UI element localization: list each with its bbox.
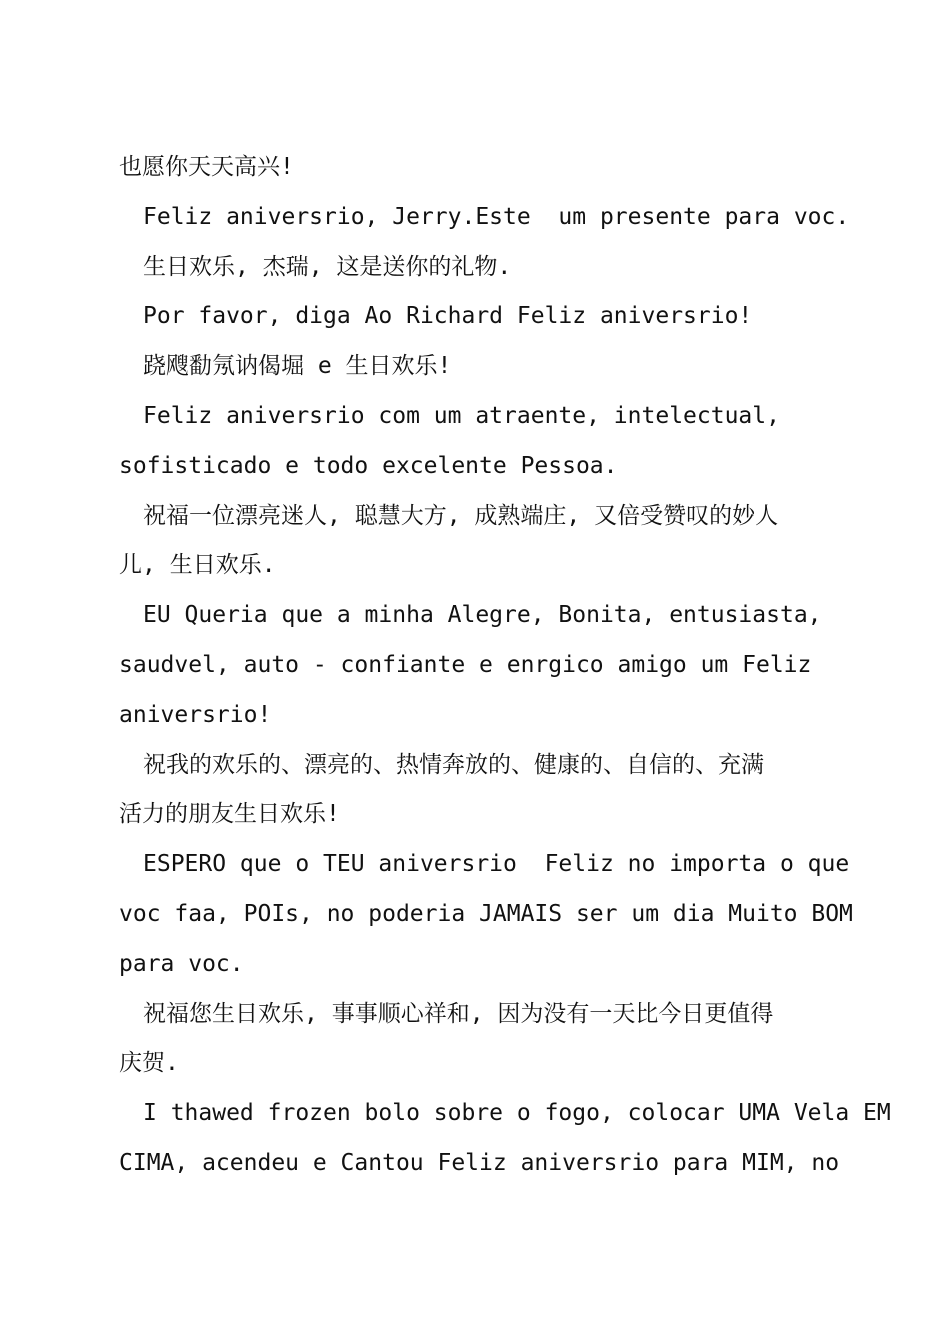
text-line: 儿, 生日欢乐. <box>119 552 276 579</box>
text-line: voc faa, POIs, no poderia JAMAIS ser um dia Muito BOM <box>119 900 853 927</box>
text-line: 跷飕勫氖讷偈堀 e 生日欢乐! <box>143 353 452 380</box>
text-line: saudvel, auto - confiante e enrgico amigo um Feliz <box>119 651 812 678</box>
text-line: 祝我的欢乐的、漂亮的、热情奔放的、健康的、自信的、充满 <box>143 751 764 778</box>
document-body <box>119 143 891 1189</box>
text-line: Feliz aniversrio, Jerry.Este um presente para voc. <box>143 203 850 230</box>
text-line: aniversrio! <box>119 701 272 728</box>
text-line: 祝福您生日欢乐, 事事顺心祥和, 因为没有一天比今日更值得 <box>143 1000 774 1027</box>
text-line: I thawed frozen bolo sobre o fogo, colocar UMA Vela EM <box>143 1100 891 1127</box>
text-line: 活力的朋友生日欢乐! <box>119 801 340 828</box>
text-line: Feliz aniversrio com um atraente, intelectual, <box>143 402 780 429</box>
text-line: sofisticado e todo excelente Pessoa. <box>119 452 618 479</box>
text-line: 也愿你天天高兴! <box>119 154 294 180</box>
text-line: para voc. <box>119 950 244 977</box>
text-line: EU Queria que a minha Alegre, Bonita, entusiasta, <box>143 602 822 629</box>
text-line: ESPERO que o TEU aniversrio Feliz no importa o que <box>143 851 850 878</box>
text-line: 庆贺. <box>119 1050 179 1077</box>
text-line: CIMA, acendeu e Cantou Feliz aniversrio para MIM, no <box>119 1149 840 1176</box>
text-line: 祝福一位漂亮迷人, 聪慧大方, 成熟端庄, 又倍受赞叹的妙人 <box>143 502 779 529</box>
text-line: Por favor, diga Ao Richard Feliz aniversrio! <box>143 303 753 330</box>
text-line: 生日欢乐, 杰瑞, 这是送你的礼物. <box>143 253 512 280</box>
